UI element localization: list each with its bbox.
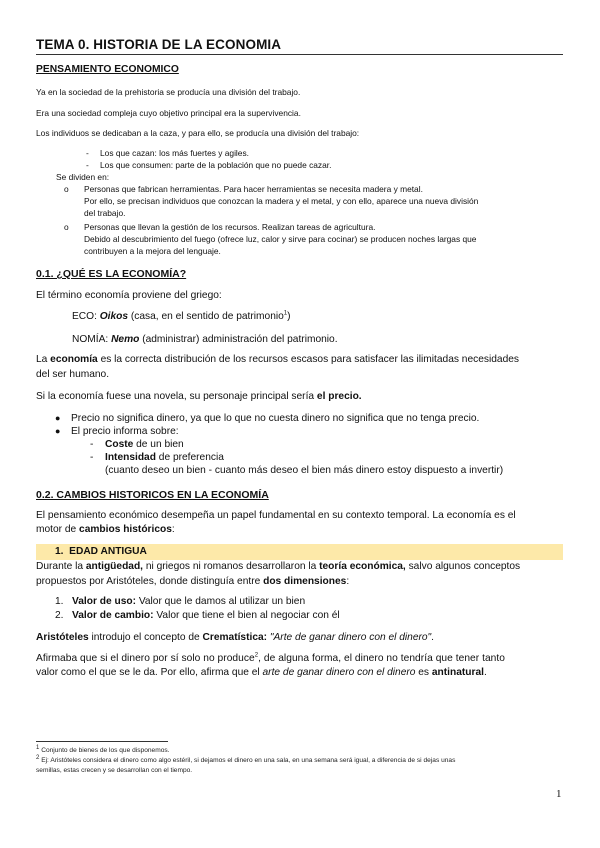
paragraph-continuation: [36, 667, 487, 678]
eco-prefix: ECO:: [72, 311, 100, 322]
bold-text: economía: [50, 354, 98, 365]
footnote-2: [36, 754, 456, 764]
circle-bullet-icon: o: [64, 184, 69, 194]
text: La: [36, 354, 51, 365]
paragraph-antiguedad: [36, 561, 520, 572]
paragraph-aristoteles: [36, 632, 434, 643]
list-item-text: Los que consumen: parte de la población que no puede cazar.: [100, 160, 332, 170]
list-item-text: Personas que llevan la gestión de los recursos. Realizan tareas de agricultura.: [84, 222, 376, 232]
footnote-separator: [36, 741, 168, 742]
list-item-text: El precio informa sobre:: [71, 426, 179, 437]
list-item-continuation: contribuyen a la mejora del lenguaje.: [84, 246, 221, 256]
bold-text: teoría económica,: [319, 561, 406, 572]
text: de un bien: [133, 439, 184, 450]
list-item: [55, 413, 479, 424]
section-heading-pensamiento: PENSAMIENTO ECONOMICO: [36, 64, 179, 75]
etymology-eco: [72, 311, 291, 322]
text: es: [415, 667, 432, 678]
etymology-nomia: [72, 334, 338, 345]
text: .: [483, 667, 487, 678]
dash-marker: -: [90, 439, 94, 450]
bold-text: Intensidad: [105, 452, 156, 463]
text: es la correcta distribución de los recursos escasos para satisfacer las ilimitadas necesidades: [97, 354, 520, 365]
paragraph-definition: [36, 354, 519, 365]
sub-list-item-continuation: (cuanto deseo un bien - cuanto más deseo el bien más dinero estoy dispuesto a invertir): [105, 465, 504, 476]
numbered-heading-edad-antigua: [55, 546, 147, 557]
footnote-text: Ej: Aristóteles considera el dinero como algo estéril, si dejamos el dinero en una sala, en una semana será igual, a diferencia de si dejas unas: [41, 757, 456, 764]
text: valor como el que se le da. Por ello, afirma que el: [36, 667, 263, 678]
circle-bullet-icon: o: [64, 222, 69, 232]
paragraph: Ya en la sociedad de la prehistoria se producía una división del trabajo.: [36, 87, 301, 97]
item-number: 1.: [55, 596, 64, 607]
list-item-continuation: Por ello, se precisan individuos que conozcan la madera y el metal, y con ello, aparece una nueva división: [84, 196, 479, 206]
list-item-text: Personas que fabrican herramientas. Para hacer herramientas se necesita madera y metal.: [84, 184, 423, 194]
sub-list-item: [90, 452, 224, 463]
footnote-ref: 1: [283, 310, 288, 317]
section-heading-02: 0.2. CAMBIOS HISTORICOS EN LA ECONOMÍA: [36, 489, 269, 501]
footnote-ref: 2: [254, 652, 259, 659]
text: de preferencia: [155, 452, 224, 463]
bold-text: antinatural: [431, 667, 484, 678]
list-item-text: Precio no significa dinero, ya que lo que no cuesta dinero no significa que no tenga precio.: [71, 413, 480, 424]
paragraph: El término economía proviene del griego:: [36, 290, 222, 301]
nomia-prefix: NOMÍA:: [72, 334, 112, 345]
eco-rest: (casa, en el sentido de patrimonio: [128, 311, 284, 322]
bold-text: cambios históricos: [79, 524, 172, 535]
eco-close: ): [287, 311, 291, 322]
list-item: [86, 160, 331, 170]
nomia-word: Nemo: [111, 334, 140, 345]
text: .: [431, 632, 435, 643]
subheading-se-dividen: Se dividen en:: [56, 172, 110, 182]
paragraph-novela: [36, 391, 362, 402]
list-item-continuation: del trabajo.: [84, 208, 126, 218]
bold-text: Crematística:: [202, 632, 268, 643]
text: motor de: [36, 524, 80, 535]
paragraph: Era una sociedad compleja cuyo objetivo principal era la supervivencia.: [36, 108, 301, 118]
paragraph-continuation: del ser humano.: [36, 369, 110, 380]
italic-text: arte de ganar dinero con el dinero: [262, 667, 416, 678]
text: Durante la: [36, 561, 86, 572]
text: propuestos por Aristóteles, donde distinguía entre: [36, 576, 264, 587]
nomia-rest: (administrar) administración del patrimonio.: [139, 334, 338, 345]
text: introdujo el concepto de: [88, 632, 203, 643]
numbered-item: [55, 610, 340, 621]
bold-text: dos dimensiones: [263, 576, 347, 587]
paragraph-continuation: [36, 524, 175, 535]
text: Si la economía fuese una novela, su personaje principal sería: [36, 391, 317, 402]
footnote-1: [36, 744, 170, 754]
document-title: TEMA 0. HISTORIA DE LA ECONOMIA: [36, 37, 282, 52]
paragraph: El pensamiento económico desempeña un papel fundamental en su contexto temporal. La economía es el: [36, 510, 516, 521]
heading-number: 1.: [55, 546, 64, 557]
bold-text: antigüedad,: [85, 561, 144, 572]
bold-text: Valor de cambio:: [72, 610, 154, 621]
list-item: [64, 222, 375, 232]
paragraph-continuation: [36, 576, 349, 587]
dash-marker: -: [86, 148, 89, 158]
paragraph: Los individuos se dedicaban a la caza, y para ello, se producía una división del trabajo:: [36, 128, 360, 138]
text: , de alguna forma, el dinero no tendría que tener tanto: [258, 653, 505, 664]
footnote-text: Conjunto de bienes de los que disponemos.: [41, 747, 170, 754]
numbered-item: [55, 596, 305, 607]
paragraph-afirmaba: [36, 653, 505, 664]
text: :: [171, 524, 175, 535]
dash-marker: -: [90, 452, 94, 463]
bullet-dot-icon: ●: [55, 426, 61, 436]
text: salvo algunos conceptos: [405, 561, 521, 572]
list-item: [64, 184, 423, 194]
sub-list-item: [90, 439, 184, 450]
item-number: 2.: [55, 610, 64, 621]
bullet-dot-icon: ●: [55, 413, 61, 423]
page-number: 1: [556, 788, 562, 800]
bold-text: Valor de uso:: [72, 596, 136, 607]
heading-text: EDAD ANTIGUA: [69, 546, 147, 557]
text: :: [346, 576, 350, 587]
text: ni griegos ni romanos desarrollaron la: [143, 561, 320, 572]
list-item-continuation: Debido al descubrimiento del fuego (ofrece luz, calor y sirve para cocinar) se producen noches largas que: [84, 234, 477, 244]
list-item: [55, 426, 179, 437]
section-heading-01: 0.1. ¿QUÉ ES LA ECONOMÍA?: [36, 268, 187, 280]
footnote-mark: 1: [36, 744, 40, 751]
title-underline-rule: [36, 54, 563, 55]
bold-text: Coste: [105, 439, 134, 450]
text: Valor que tiene el bien al negociar con él: [153, 610, 340, 621]
footnote-2-continuation: semillas, estas crecen y se desarrollan con el tiempo.: [36, 767, 193, 774]
italic-text: "Arte de ganar dinero con el dinero": [267, 632, 432, 643]
text: Valor que le damos al utilizar un bien: [135, 596, 306, 607]
list-item-text: Los que cazan: los más fuertes y agiles.: [100, 148, 249, 158]
eco-word: Oikos: [99, 311, 129, 322]
bold-text: Aristóteles: [36, 632, 89, 643]
list-item: [86, 148, 249, 158]
dash-marker: -: [86, 160, 89, 170]
footnote-mark: 2: [36, 754, 40, 761]
bold-text: el precio.: [316, 391, 362, 402]
text: Afirmaba que si el dinero por sí solo no produce: [36, 653, 255, 664]
